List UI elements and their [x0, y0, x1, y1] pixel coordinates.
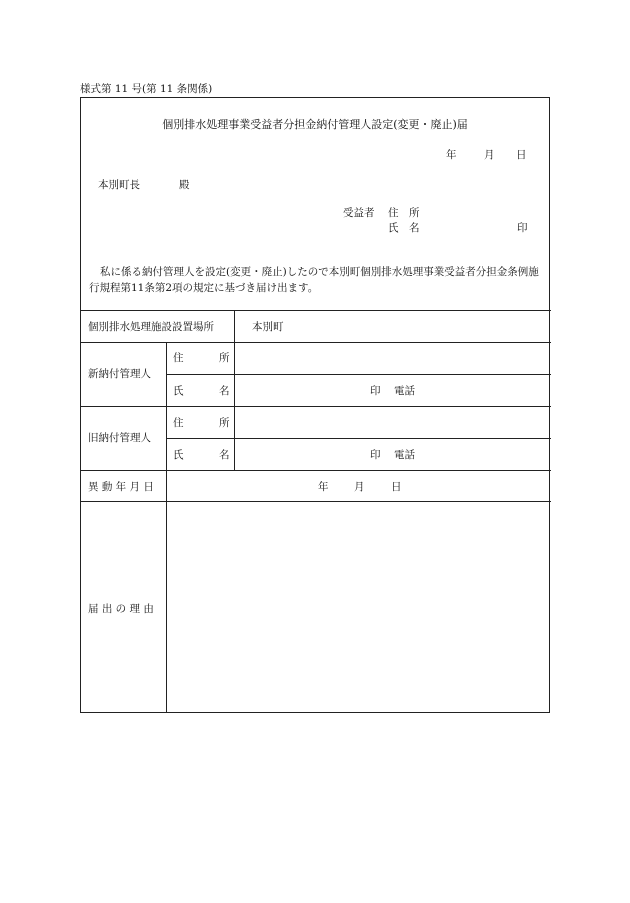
facility-label: 個別排水処理施設設置場所 — [88, 321, 214, 333]
form-title: 個別排水処理事業受益者分担金納付管理人設定(変更・廃止)届 — [162, 118, 468, 131]
change-date-year: 年 — [318, 481, 329, 493]
old-admin-phone-label: 電話 — [394, 449, 415, 461]
addressee-honorific: 殿 — [179, 179, 190, 191]
form-frame — [80, 97, 550, 713]
old-admin-address-label-2: 所 — [219, 417, 230, 429]
change-date-label: 異 動 年 月 日 — [88, 481, 154, 493]
new-admin-address-label-1: 住 — [173, 352, 184, 364]
rule-old-admin-top — [81, 406, 551, 407]
beneficiary-role: 受益者 — [343, 207, 375, 219]
old-admin-name-label-1: 氏 — [173, 449, 184, 461]
rule-old-admin-middle — [166, 438, 551, 439]
facility-value: 本別町 — [252, 321, 284, 333]
new-admin-label: 新納付管理人 — [88, 368, 151, 380]
rule-new-admin-top — [81, 342, 551, 343]
header-day-label: 日 — [516, 149, 527, 161]
new-admin-phone-label: 電話 — [394, 385, 415, 397]
old-admin-name-label-2: 名 — [219, 449, 230, 461]
reason-label: 届 出 の 理 由 — [88, 603, 154, 615]
rule-label-column — [166, 342, 167, 713]
addressee-name: 本別町長 — [98, 179, 140, 191]
old-admin-seal: 印 — [370, 449, 381, 461]
new-admin-seal: 印 — [370, 385, 381, 397]
header-year-label: 年 — [446, 149, 457, 161]
header-month-label: 月 — [484, 149, 495, 161]
statement-text: 私に係る納付管理人を設定(変更・廃止)したので本別町個別排水処理事業受益者分担金条例施行規程第11条第2項の規定に基づき届け出ます。 — [89, 266, 539, 294]
rule-facility-top — [81, 310, 551, 311]
rule-reason-top — [81, 501, 551, 502]
new-admin-name-label-2: 名 — [219, 385, 230, 397]
old-admin-label: 旧納付管理人 — [88, 432, 151, 444]
new-admin-name-label-1: 氏 — [173, 385, 184, 397]
rule-new-admin-middle — [166, 374, 551, 375]
beneficiary-address-label: 住 所 — [388, 207, 420, 219]
beneficiary-name-label: 氏 名 — [388, 222, 420, 234]
change-date-month: 月 — [354, 481, 365, 493]
old-admin-address-label-1: 住 — [173, 417, 184, 429]
change-date-day: 日 — [391, 481, 402, 493]
rule-change-date-top — [81, 470, 551, 471]
form-number: 様式第 11 号(第 11 条関係) — [80, 83, 213, 95]
rule-facility-divider — [234, 310, 235, 342]
new-admin-address-label-2: 所 — [219, 352, 230, 364]
beneficiary-seal: 印 — [517, 222, 528, 234]
